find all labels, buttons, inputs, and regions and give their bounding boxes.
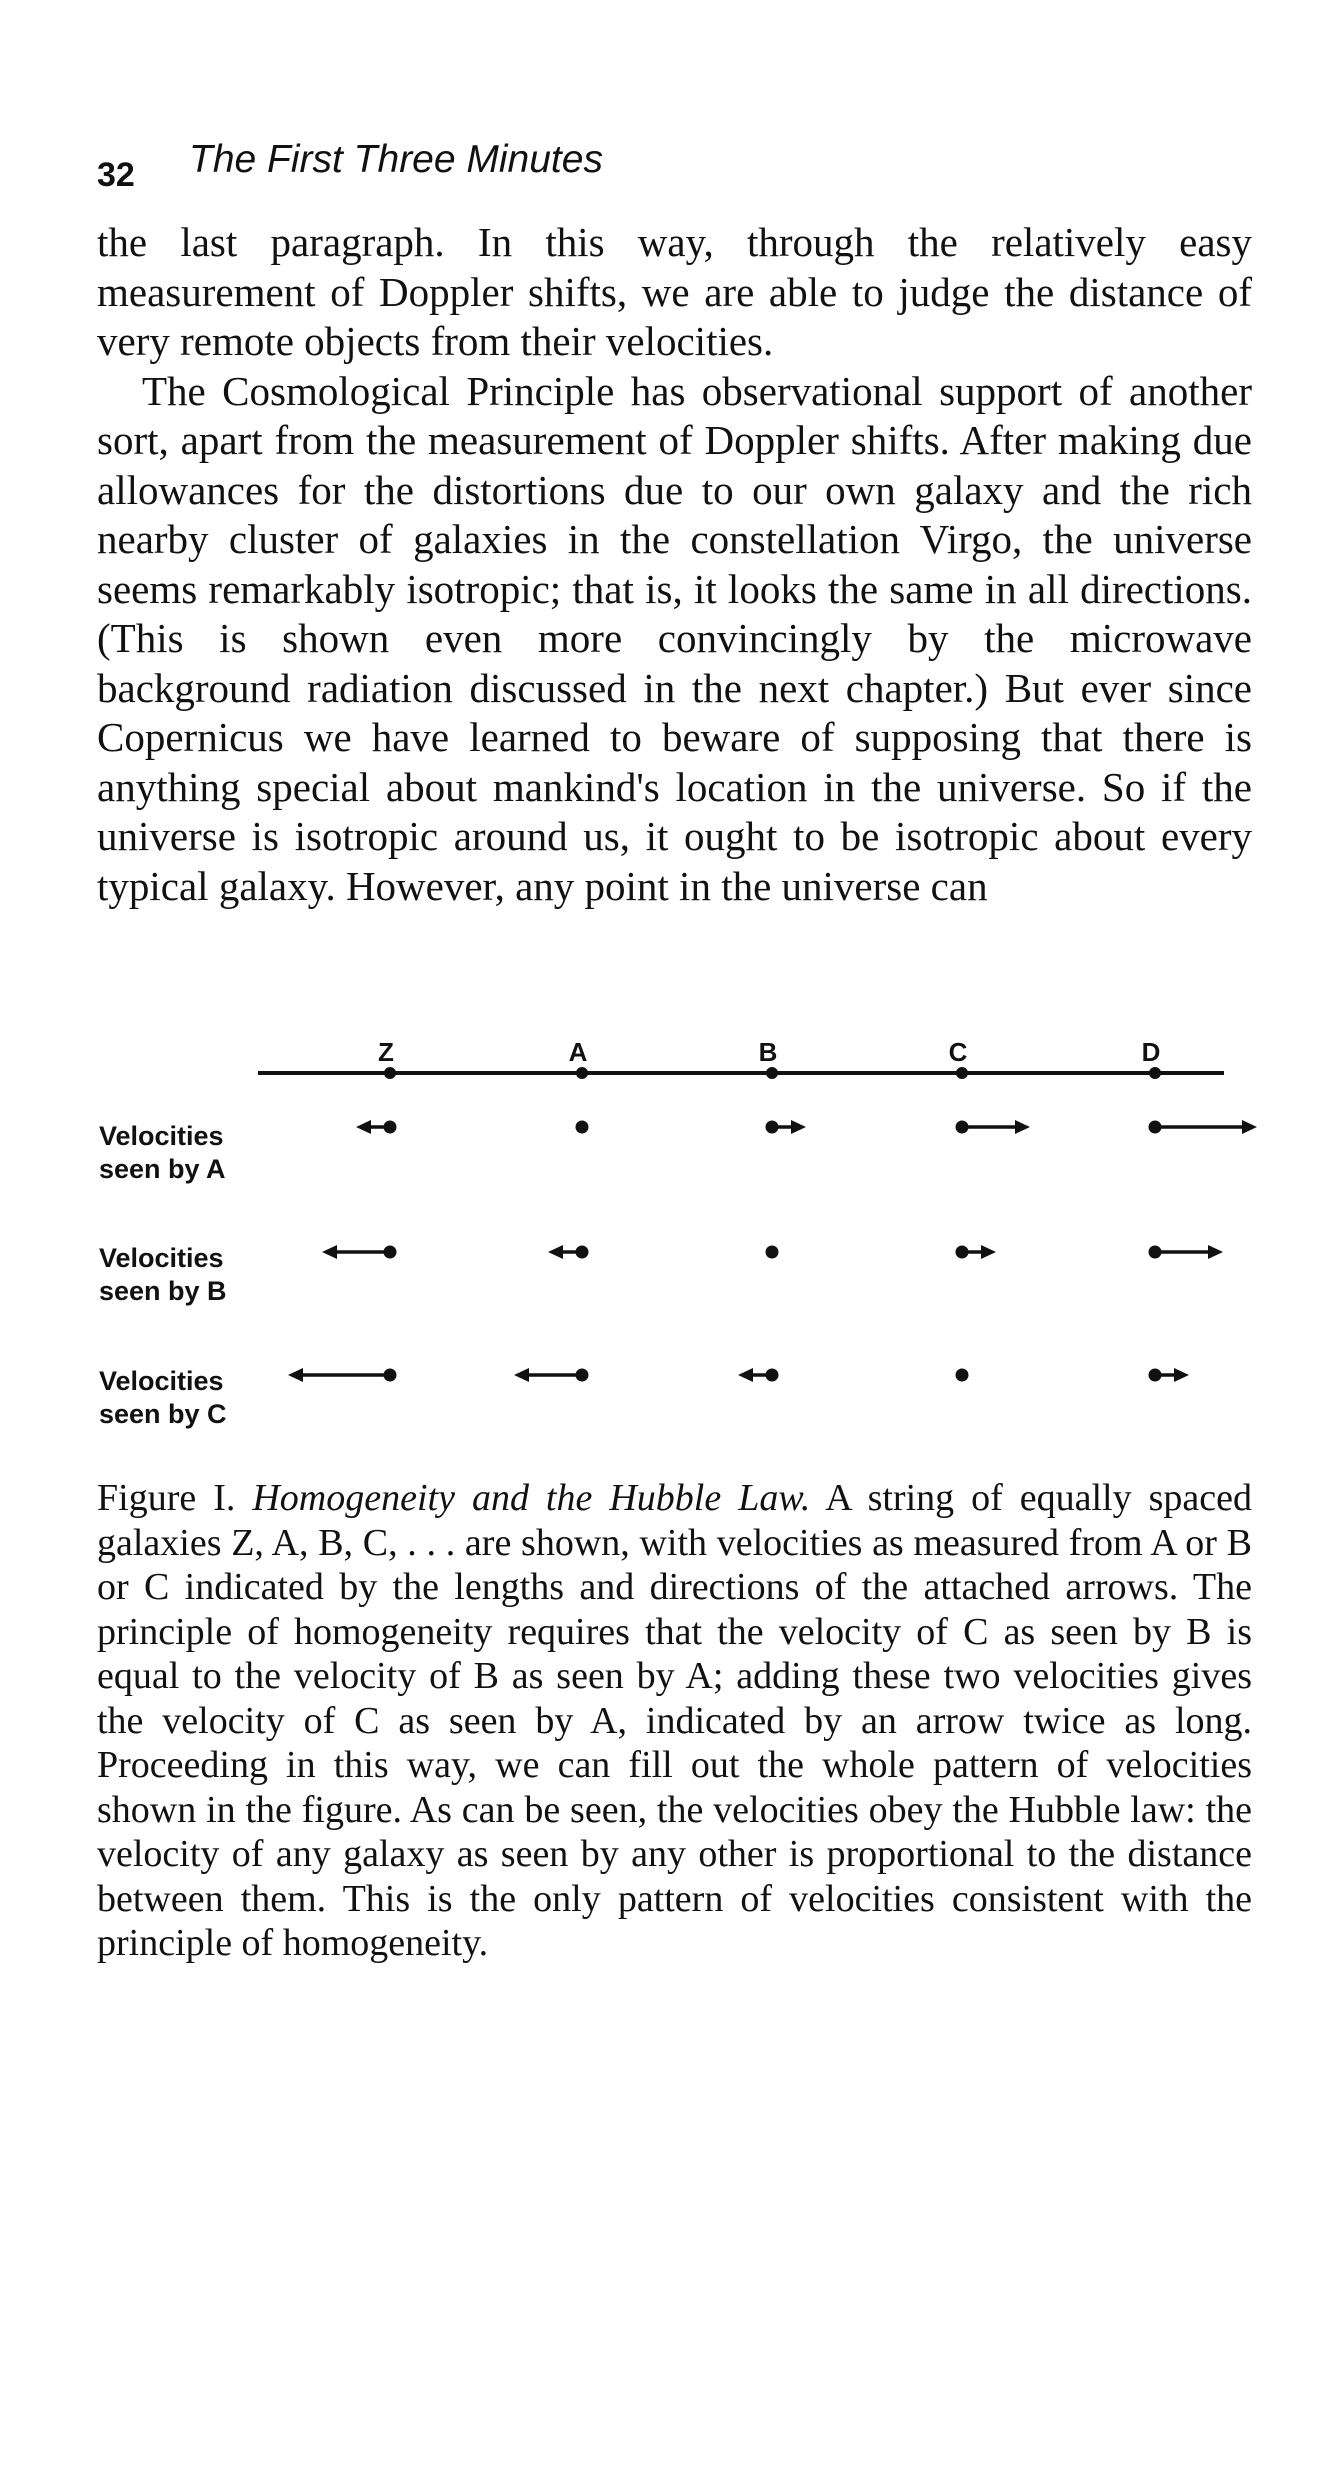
velocity-arrowhead-a-d — [1242, 1120, 1257, 1134]
row-label-c: Velocities seen by C — [99, 1366, 227, 1429]
velocity-arrowhead-b-z — [322, 1245, 337, 1259]
row-label-b: Velocities seen by B — [99, 1243, 227, 1306]
figure-caption — [97, 1476, 1252, 1966]
galaxy-label-c: C — [948, 1037, 968, 1067]
caption-text: A string of equally spaced galaxies Z, A, B, C, . . . are shown, with velocities as measured from A or B or C indicated by the lengths and directions of the attached arrows. The principle of homogeneity requires that the velocity of C as seen by B is equal to the velocity of B as seen by A; adding these two velocities gives the velocity of C as seen by A, indicated by an arrow twice as long. Proceeding in this way, we can fill out the whole pattern of velocities shown in the figure. As can be seen, the velocities obey the Hubble law: the velocity of any galaxy as seen by any other is proportional to the distance between them. This is the only pattern of velocities consistent with the principle of homogeneity. — [97, 1477, 1252, 1964]
caption-label: Figure I. — [97, 1477, 236, 1519]
galaxy-dot-d — [1149, 1067, 1161, 1079]
galaxy-dot-c — [956, 1067, 968, 1079]
velocity-dot-a-a — [576, 1121, 589, 1134]
row-label-a: Velocities seen by A — [99, 1121, 226, 1184]
velocity-dot-b-b — [766, 1246, 779, 1259]
galaxy-label-z: Z — [378, 1037, 394, 1067]
velocity-arrowhead-b-c — [981, 1245, 996, 1259]
galaxy-dot-a — [576, 1067, 588, 1079]
galaxy-label-b: B — [758, 1037, 778, 1067]
galaxy-label-d: D — [1141, 1037, 1161, 1067]
galaxy-dot-z — [384, 1067, 396, 1079]
galaxy-dot-b — [766, 1067, 778, 1079]
body-text — [97, 218, 1252, 911]
running-title: The First Three Minutes — [189, 138, 603, 181]
page-number: 32 — [97, 156, 135, 194]
paragraph: The Cosmological Principle has observational support of another sort, apart from the measurement of Doppler shifts. After making due allowances for the distortions due to our own galaxy and the rich nearby cluster of galaxies in the constellation Virgo, the universe seems remarkably isotropic; that is, it looks the same in all directions. (This is shown even more convincingly by the microwave background radiation discussed in the next chapter.) But ever since Copernicus we have learned to beware of supposing that there is anything special about mankind's location in the universe. So if the universe is isotropic around us, it ought to be isotropic about every typical galaxy. However, any point in the universe can — [97, 367, 1252, 909]
velocity-arrowhead-c-a — [514, 1368, 529, 1382]
velocity-arrowhead-a-z — [356, 1120, 371, 1134]
hubble-law-figure — [0, 1020, 1321, 1460]
velocity-arrowhead-c-z — [288, 1368, 303, 1382]
paragraph: the last paragraph. In this way, through the relatively easy measurement of Doppler shifts, we are able to judge the distance of very remote objects from their velocities. — [97, 219, 1252, 364]
galaxy-label-a: A — [568, 1037, 588, 1067]
velocity-dot-c-c — [956, 1369, 969, 1382]
velocity-arrowhead-b-d — [1208, 1245, 1223, 1259]
velocity-arrowhead-a-c — [1015, 1120, 1030, 1134]
velocity-arrowhead-c-b — [738, 1368, 753, 1382]
velocity-arrowhead-b-a — [548, 1245, 563, 1259]
velocity-arrowhead-a-b — [791, 1120, 806, 1134]
velocity-arrowhead-c-d — [1174, 1368, 1189, 1382]
caption-title: Homogeneity and the Hubble Law. — [252, 1477, 811, 1519]
